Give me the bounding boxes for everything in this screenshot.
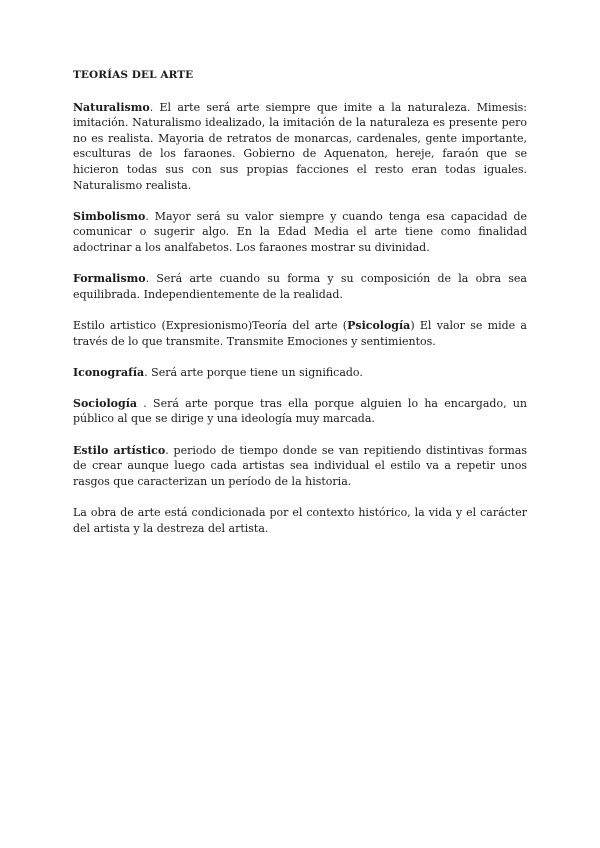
section-text-psicologia: ) El valor se mide a través de lo que transmite. Transmite Emociones y sentimientos. [73, 318, 527, 348]
term-estilo-artistico: Estilo artístico [73, 443, 166, 457]
section-text-sociologia: . Será arte porque tras ella porque alguien lo ha encargado, un público al que se dirige y una ideología muy marcada. [73, 396, 527, 426]
section-iconografia [73, 365, 527, 381]
closing-paragraph: La obra de arte está condicionada por el contexto histórico, la vida y el carácter del artista y la destreza del artista. [73, 506, 527, 535]
section-pre-psicologia: Estilo artistico (Expresionismo)Teoría del arte ( [73, 318, 348, 332]
section-simbolismo [73, 209, 527, 256]
term-formalismo: Formalismo [73, 272, 146, 286]
term-iconografia: Iconografía [73, 365, 145, 379]
document-title: TEORÍAS DEL ARTE [73, 69, 194, 81]
document-body [73, 68, 527, 552]
section-text-iconografia: . Será arte porque tiene un significado. [144, 365, 363, 379]
section-text-estilo-artistico: . periodo de tiempo donde se van repitiendo distintivas formas de crear aunque luego cada artistas sea individual el estilo va a repetir unos rasgos que caracterizan un período de la historia. [73, 443, 527, 488]
section-estilo-artistico [73, 443, 527, 490]
term-sociologia: Sociología [73, 396, 138, 410]
section-text-formalismo: . Será arte cuando su forma y su composición de la obra sea equilibrada. Independientemente de la realidad. [73, 272, 527, 301]
section-text-simbolismo: . Mayor será su valor siempre y cuando tenga esa capacidad de comunicar o sugerir algo. En la Edad Media el arte tiene como finalidad adoctrinar a los analfabetos. Los faraones mostrar su divinidad. [73, 209, 527, 254]
section-naturalismo [73, 100, 527, 194]
section-sociologia [73, 396, 527, 427]
term-psicologia: Psicología [347, 318, 411, 332]
section-formalismo [73, 271, 527, 302]
section-psicologia [73, 318, 527, 349]
term-simbolismo: Simbolismo [73, 209, 146, 223]
term-naturalismo: Naturalismo [73, 100, 150, 114]
section-text-naturalismo: . El arte será arte siempre que imite a la naturaleza. Mimesis: imitación. Naturalismo idealizado, la imitación de la naturaleza es presente pero no es realista. Mayoria de retratos de monarcas, cardenales, gente importante, esculturas de los faraones. Gobierno de Aquenaton, hereje, faraón que se hicieron todas sus con sus propias facciones el resto eran todas iguales. Naturalismo realista. [73, 100, 527, 192]
